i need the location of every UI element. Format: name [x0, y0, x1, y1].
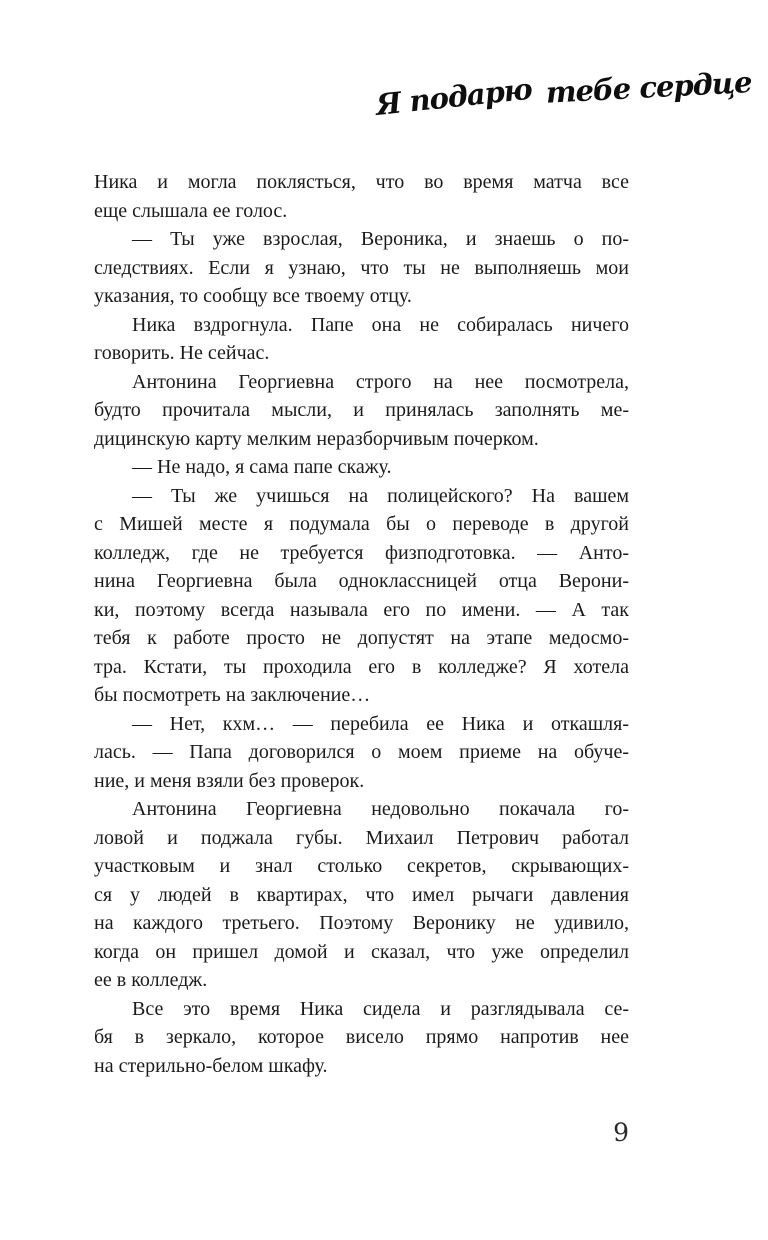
text-line: ее в колледж. [94, 969, 208, 991]
text-line: бы посмотреть на заключение… [94, 684, 371, 706]
text-line: Ника вздрогнула. Папе она не собиралась ничего [132, 313, 629, 336]
text-line: следствиях. Если я узнаю, что ты не выполняешь мои [94, 256, 629, 279]
text-line: бя в зеркало, которое висело прямо напротив нее [94, 1026, 629, 1048]
text-line: тебя к работе просто не допустят на этапе медосмо- [94, 627, 629, 649]
text-line: говорить. Не сейчас. [94, 342, 270, 364]
text-line: — Не надо, я сама папе скажу. [132, 456, 392, 478]
text-line: будто прочитала мысли, и принялась заполнять ме- [94, 399, 629, 421]
text-line: — Нет, кхм… — перебила ее Ника и откашля- [132, 712, 629, 735]
text-line: на стерильно-белом шкафу. [94, 1054, 328, 1077]
book-title-part1: Я подарю [374, 71, 534, 122]
text-line: — Ты уже взрослая, Вероника, и знаешь о по- [132, 228, 629, 250]
text-line: Антонина Георгиевна недовольно покачала го- [132, 798, 629, 820]
text-line: лась. — Папа договорился о моем приеме на обуче- [94, 741, 629, 763]
text-line: нина Георгиевна была одноклассницей отца Верони- [94, 570, 629, 592]
page-number: 9 [613, 1118, 629, 1147]
page-text [94, 168, 629, 1080]
text-line: еще слышала ее голос. [94, 199, 288, 222]
text-line: ловой и поджала губы. Михаил Петрович работал [94, 826, 629, 849]
text-line: дицинскую карту мелким неразборчивым почерком. [94, 427, 539, 450]
book-title-script [374, 49, 752, 122]
text-line: Антонина Георгиевна строго на нее посмотрела, [132, 370, 629, 393]
book-title-part2: тебе сердце [545, 64, 753, 110]
text-line: с Мишей месте я подумала бы о переводе в другой [94, 513, 629, 535]
text-line: ки, поэтому всегда называла его по имени. — А так [94, 598, 629, 621]
text-line: ся у людей в квартирах, что имел рычаги давления [94, 883, 629, 906]
text-line: Все это время Ника сидела и разглядывала се- [132, 997, 629, 1020]
text-line: Ника и могла поклясться, что во время матча все [94, 171, 629, 193]
text-line: тра. Кстати, ты проходила его в колледже? Я хотела [94, 655, 629, 678]
text-line: ние, и меня взяли без проверок. [94, 769, 365, 792]
text-line: — Ты же учишься на полицейского? На вашем [132, 484, 629, 507]
text-line: колледж, где не требуется физподготовка. — Анто- [94, 541, 629, 564]
text-line: участковым и знал столько секретов, скрывающих- [94, 855, 629, 877]
text-line: указания, то сообщу все твоему отцу. [94, 285, 412, 307]
text-line: когда он пришел домой и сказал, что уже определил [94, 940, 629, 963]
text-line: на каждого третьего. Поэтому Веронику не удивило, [94, 912, 629, 934]
